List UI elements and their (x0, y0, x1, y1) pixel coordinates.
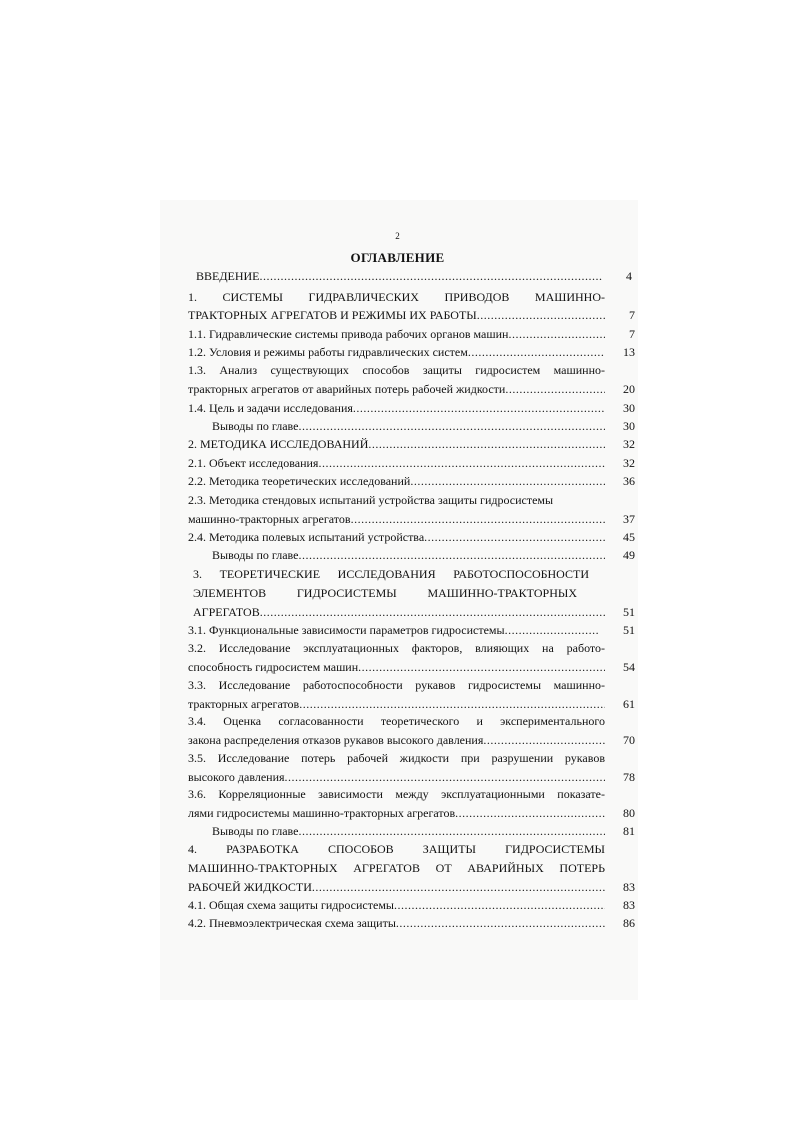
toc-entry-page: 32 (623, 456, 635, 470)
toc-entry-page: 51 (623, 605, 635, 619)
toc-entry-page: 13 (623, 345, 635, 359)
toc-entry-page: 30 (623, 401, 635, 415)
toc-entry-text: 4. РАЗРАБОТКА СПОСОБОВ ЗАЩИТЫ ГИДРОСИСТЕМЫ (188, 842, 605, 856)
toc-entry-page: 70 (623, 733, 635, 747)
toc-entry-1-2 (188, 344, 635, 360)
toc-entry-page: 51 (623, 623, 635, 637)
toc-entry-page: 78 (623, 770, 635, 784)
toc-entry-page: 80 (623, 806, 635, 820)
toc-entry-text: ЭЛЕМЕНТОВ ГИДРОСИСТЕМЫ МАШИННО-ТРАКТОРНЫХ (193, 586, 577, 600)
toc-entry-3-4 (188, 713, 635, 748)
toc-entry-text: 2.4. Методика полевых испытаний устройства (188, 530, 425, 544)
toc-entry-1-4 (188, 400, 635, 416)
toc-entry-text: способность гидросистем машин (188, 660, 359, 674)
toc-entry-text: высокого давления (188, 770, 285, 784)
toc-entry-text: РАБОЧЕЙ ЖИДКОСТИ (188, 880, 312, 894)
toc-entry-page: 54 (623, 660, 635, 674)
toc-entry-text: Выводы по главе (212, 824, 299, 838)
toc-entry-3-6 (188, 786, 635, 821)
toc-entry-2-1 (188, 455, 635, 471)
toc-entry-chapter-4 (188, 841, 635, 895)
toc-entry-page: 45 (623, 530, 635, 544)
toc-entry-page: 20 (623, 382, 635, 396)
toc-title: ОГЛАВЛЕНИЕ (350, 250, 445, 265)
toc-entry-3-2 (188, 640, 635, 675)
toc-entry-page: 36 (623, 474, 635, 488)
toc-entry-chapter-2 (188, 436, 635, 452)
toc-entry-page: 4 (626, 269, 632, 283)
toc-entry-text: 3.6. Корреляционные зависимости между эксплуатационными показате- (188, 787, 605, 801)
toc-entry-chapter-1 (188, 289, 635, 323)
toc-entry-3-5 (188, 750, 635, 785)
toc-entry-1-3 (188, 362, 635, 397)
toc-entry-page: 30 (623, 419, 635, 433)
toc-entry-chapter-1-conclusions (212, 418, 635, 434)
toc-entry-2-3 (188, 492, 635, 527)
toc-entry-2-2 (188, 473, 635, 489)
toc-entry-2-4 (188, 529, 635, 545)
toc-entry-page: 83 (623, 880, 635, 894)
toc-entry-text: 3. ТЕОРЕТИЧЕСКИЕ ИССЛЕДОВАНИЯ РАБОТОСПОСОБНОСТИ (193, 567, 589, 581)
toc-entry-text: 2.1. Объект исследования (188, 456, 319, 470)
toc-entry-page: 7 (629, 327, 635, 341)
toc-entry-text: 1.3. Анализ существующих способов защиты гидросистем машинно- (188, 363, 605, 377)
toc-entry-4-2 (188, 915, 635, 931)
toc-entry-text: Выводы по главе (212, 419, 299, 433)
toc-entry-text: 3.1. Функциональные зависимости параметров гидросистемы (188, 623, 505, 637)
toc-entry-3-1 (188, 622, 635, 638)
toc-entry-text: тракторных агрегатов (188, 697, 300, 711)
toc-entry-page: 7 (629, 308, 635, 322)
toc-entry-page: 49 (623, 548, 635, 562)
toc-entry-text: Выводы по главе (212, 548, 299, 562)
toc-entry-text: тракторных агрегатов от аварийных потерь рабочей жидкости (188, 382, 506, 396)
toc-entry-text: ВВЕДЕНИЕ (196, 269, 260, 283)
toc-entry-text: 2.3. Методика стендовых испытаний устройства защиты гидросистемы (188, 493, 554, 507)
toc-entry-introduction (196, 268, 632, 284)
toc-entry-1-1 (188, 326, 635, 342)
page-number: 2 (395, 231, 400, 241)
toc-entry-text: лями гидросистемы машинно-тракторных агрегатов (188, 806, 456, 820)
toc-entry-page: 86 (623, 916, 635, 930)
toc-entry-page: 83 (623, 898, 635, 912)
toc-entry-page: 37 (623, 512, 635, 526)
toc-entry-chapter-2-conclusions (212, 547, 635, 563)
toc-entry-text: закона распределения отказов рукавов высокого давления (188, 733, 484, 747)
toc-entry-text: 3.3. Исследование работоспособности рукавов гидросистемы машинно- (188, 678, 605, 692)
toc-entry-text: ТРАКТОРНЫХ АГРЕГАТОВ И РЕЖИМЫ ИХ РАБОТЫ (188, 308, 477, 322)
toc-entry-text: 4.2. Пневмоэлектрическая схема защиты (188, 916, 396, 930)
toc-entry-chapter-3-conclusions (212, 823, 635, 839)
toc-entry-text: 1.2. Условия и режимы работы гидравлических систем (188, 345, 468, 359)
toc-entry-text: 2. МЕТОДИКА ИССЛЕДОВАНИЙ (188, 437, 369, 451)
toc-entry-4-1 (188, 897, 635, 913)
toc-entry-text: 4.1. Общая схема защиты гидросистемы (188, 898, 394, 912)
toc-entry-page: 61 (623, 697, 635, 711)
toc-entry-text: 3.2. Исследование эксплуатационных факторов, влияющих на работо- (188, 641, 605, 655)
toc-entry-chapter-3 (193, 566, 635, 620)
toc-entry-text: машинно-тракторных агрегатов (188, 512, 351, 526)
toc-entry-text: 1. СИСТЕМЫ ГИДРАВЛИЧЕСКИХ ПРИВОДОВ МАШИННО- (188, 290, 605, 304)
toc-entry-text: 3.4. Оценка согласованности теоретического и экспериментального (188, 714, 605, 728)
toc-entry-page: 81 (623, 824, 635, 838)
toc-entry-text: АГРЕГАТОВ (193, 605, 260, 619)
toc-entry-page: 32 (623, 437, 635, 451)
toc-entry-text: 3.5. Исследование потерь рабочей жидкости при разрушении рукавов (188, 751, 605, 765)
toc-entry-text: 1.1. Гидравлические системы привода рабочих органов машин (188, 327, 509, 341)
toc-entry-text: 1.4. Цель и задачи исследования (188, 401, 353, 415)
toc-entry-text: МАШИННО-ТРАКТОРНЫХ АГРЕГАТОВ ОТ АВАРИЙНЫХ ПОТЕРЬ (188, 861, 605, 875)
toc-entry-text: 2.2. Методика теоретических исследований (188, 474, 411, 488)
toc-entry-3-3 (188, 677, 635, 712)
